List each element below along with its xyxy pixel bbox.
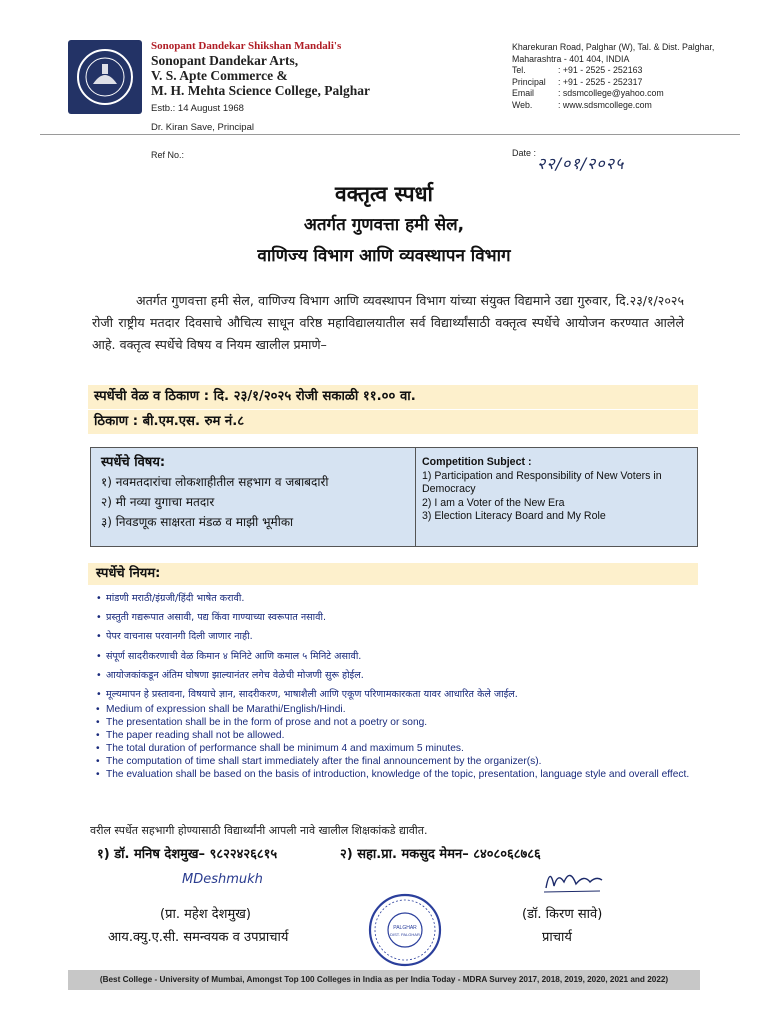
contact-value: : +91 - 2525 - 252317 — [558, 76, 643, 87]
contact-value: : www.sdsmcollege.com — [558, 99, 652, 110]
rule-item: • आयोजकांकडून अंतिम घोषणा झाल्यानंतर लगेच वेळेची मोजणी सुरू होईल. — [96, 666, 696, 685]
right-signature — [540, 862, 606, 900]
rule-item: • The presentation shall be in the form of prose and not a poetry or song. — [96, 716, 696, 729]
left-signature: MDeshmukh — [182, 872, 263, 887]
round-seal-icon — [367, 892, 443, 968]
contact-row — [512, 77, 742, 89]
stamp-text: DIST. PALGHAR — [390, 932, 420, 937]
subject-item: २) मी नव्या युगाचा मतदार — [101, 495, 215, 509]
signatory-name: (डॉ. किरण सावे) — [522, 907, 603, 922]
subject-english-cell — [416, 448, 697, 546]
subject-heading: स्पर्धेचे विषय: — [101, 455, 166, 470]
rule-item: • प्रस्तुती गद्यरूपात असावी, पद्य किंवा गाण्याच्या स्वरूपात नसावी. — [96, 608, 696, 627]
subject-item: 2) I am a Voter of the New Era — [422, 496, 565, 509]
rules-heading: स्पर्धेचे नियम: — [88, 563, 698, 585]
header-divider — [40, 134, 740, 135]
contact-row — [512, 88, 742, 100]
footer-banner: (Best College - University of Mumbai, Amongst Top 100 Colleges in India as per India Today - MDRA Survey 2017, 2018, 2019, 2020, 2021 and 2022) — [68, 970, 700, 990]
rule-item: • मांडणी मराठी/इंग्रजी/हिंदी भाषेत करावी. — [96, 589, 696, 608]
ref-number-label: Ref No.: — [151, 150, 185, 160]
rule-item: • Medium of expression shall be Marathi/English/Hindi. — [96, 703, 696, 716]
college-name-line: M. H. Mehta Science College, Palghar — [151, 83, 370, 98]
contact-row — [512, 65, 742, 77]
contact-label: Email — [512, 88, 534, 98]
contact-value: : sdsmcollege@yahoo.com — [558, 88, 664, 98]
contact-block — [512, 42, 742, 111]
subject-item: १) नवमतदारांचा लोकशाहीतील सहभाग व जबाबदारी — [101, 475, 329, 489]
subject-marathi-cell — [91, 448, 416, 546]
college-emblem-icon — [68, 40, 142, 114]
date-label: Date : — [512, 148, 537, 158]
rule-item: • The computation of time shall start immediately after the final announcement by the organizer(s). — [96, 755, 696, 768]
mandal-name: Sonopant Dandekar Shikshan Mandali's — [151, 40, 342, 52]
principal-name: Dr. Kiran Save, Principal — [151, 122, 254, 133]
rule-item: • मूल्यमापन हे प्रस्तावना, विषयाचे ज्ञान, सादरीकरण, भाषाशैली आणि एकूण परिणामकारकता यावर आधारित केले जाईल. — [96, 685, 696, 704]
contact-label: Principal — [512, 76, 546, 87]
notice-subtitle: वाणिज्य विभाग आणि व्यवस्थापन विभाग — [257, 246, 511, 266]
rule-item: • संपूर्ण सादरीकरणाची वेळ किमान ४ मिनिटे आणि कमाल ५ मिनिटे असावी. — [96, 647, 696, 666]
subject-table — [90, 447, 698, 547]
rules-english-list — [96, 703, 696, 782]
stamp-text: PALGHAR — [393, 925, 417, 931]
contact-label: Tel. — [512, 65, 526, 75]
college-logo — [68, 40, 142, 114]
established-date: Estb.: 14 August 1968 — [151, 103, 244, 114]
schedule-time: स्पर्धेची वेळ व ठिकाण : दि. २३/१/२०२५ रोजी सकाळी ११.०० वा. — [88, 385, 698, 409]
date-value: २२/०१/२०२५ — [537, 154, 625, 173]
contact-row — [512, 100, 742, 112]
notice-subtitle: अतर्गत गुणवत्ता हमी सेल, — [303, 215, 465, 235]
college-stamp — [367, 892, 443, 968]
contact-label: Web. — [512, 99, 533, 110]
signatory-name: (प्रा. महेश देशमुख) — [160, 907, 251, 922]
subject-item: 3) Election Literacy Board and My Role — [422, 510, 606, 522]
handwritten-signature-icon — [540, 862, 606, 896]
college-name-line: V. S. Apte Commerce & — [151, 68, 288, 83]
subject-item: 1) Participation and Responsibility of New Voters in Democracy — [422, 469, 662, 495]
schedule-venue: ठिकाण : बी.एम.एस. रुम नं.८ — [88, 410, 698, 434]
subject-item: ३) निवडणूक साक्षरता मंडळ व माझी भूमीका — [101, 515, 294, 529]
institution-block — [151, 40, 501, 133]
college-name-line: Sonopant Dandekar Arts, — [151, 53, 299, 68]
registration-note: वरील स्पर्धेत सहभागी होण्यासाठी विद्यार्थ्यांनी आपली नावे खालील शिक्षकांकडे द्यावीत. — [90, 824, 428, 837]
subject-heading: Competition Subject : — [422, 456, 532, 468]
signatory-role: प्राचार्य — [542, 930, 572, 945]
teacher-contact: १) डॉ. मनिष देशमुख– ९८२२४२६८१५ — [97, 847, 278, 862]
rule-item: • The evaluation shall be based on the basis of introduction, knowledge of the topic, presentation, language style and overall effect. — [96, 768, 696, 781]
address-line: Kharekuran Road, Palghar (W), Tal. & Dist. Palghar, — [512, 42, 715, 52]
rules-marathi-list — [96, 589, 696, 704]
signatory-role: आय.क्यु.ए.सी. समन्वयक व उपप्राचार्य — [108, 930, 289, 945]
rule-item: • The total duration of performance shall be minimum 4 and maximum 5 minutes. — [96, 742, 696, 755]
contact-value: : +91 - 2525 - 252163 — [558, 65, 643, 75]
intro-paragraph: अतर्गत गुणवत्ता हमी सेल, वाणिज्य विभाग आणि व्यवस्थापन विभाग यांच्या संयुक्त विद्यमाने उद्या गुरुवार, दि.२३/१/२०२५ रोजी राष्ट्रीय मतदार दिवसाचे औचित्य साधून वरिष्ठ महाविद्यालयातील सर्व विद्यार्थ्यांसाठी वक्तृत्व स्पर्धेचे आयोजन करण्यात आलेले आहे. वक्तृत्व स्पर्धेचे विषय व नियम खालील प्रमाणे– — [92, 293, 684, 352]
address-line: Maharashtra - 401 404, INDIA — [512, 53, 630, 64]
rule-item: • The paper reading shall not be allowed. — [96, 729, 696, 742]
notice-title: वक्तृत्व स्पर्धा — [335, 182, 433, 206]
teacher-contact: २) सहा.प्रा. मकसुद मेमन– ८४०८०६८७८६ — [340, 847, 541, 862]
rule-item: • पेपर वाचनास परवानगी दिली जाणार नाही. — [96, 627, 696, 646]
